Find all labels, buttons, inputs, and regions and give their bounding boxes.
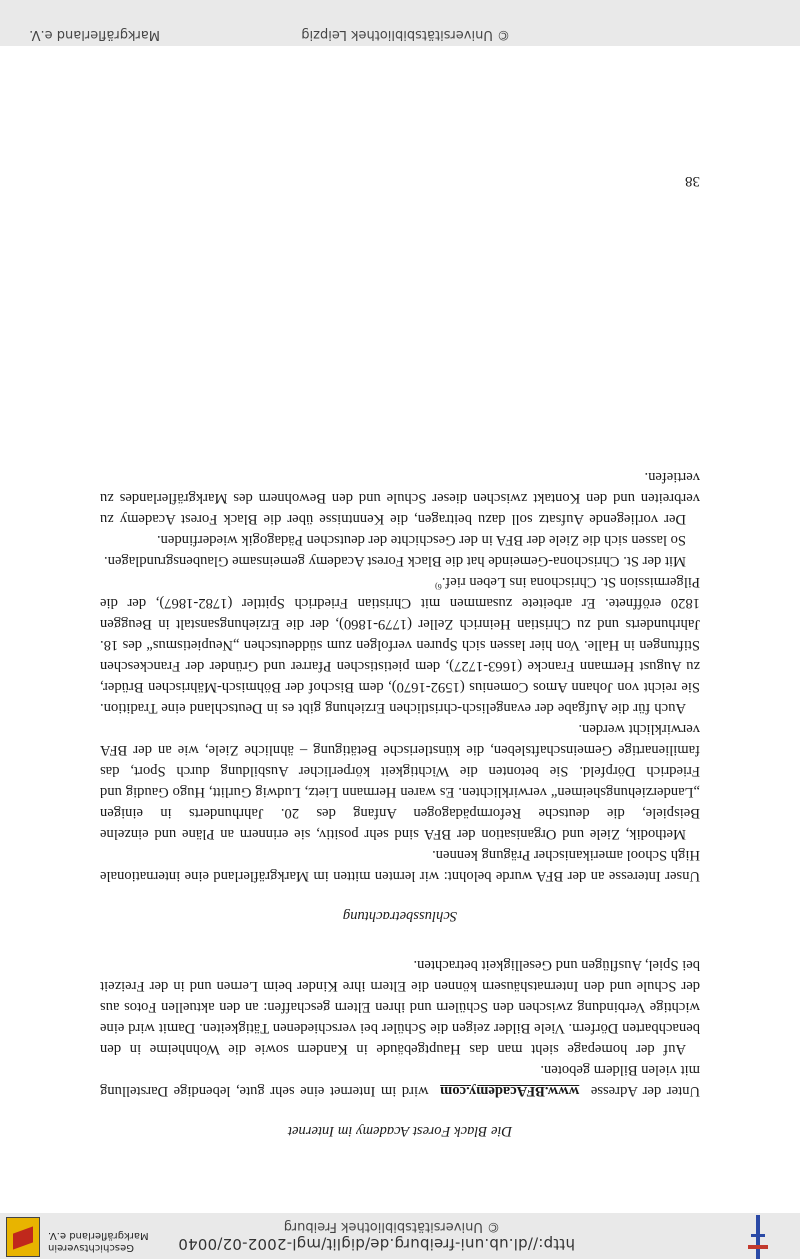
paragraph-tradition-text: Auch für die Aufgabe der evangelisch-christlichen Erziehung gibt es in Deutschland eine Tradition. Sie reicht von Johann Amos Comenius (1592-1670), dem Bischof der Böhmisch-Mährischen Brüder, zu August Hermann Francke (1663-1727), dem pietistischen Pfarrer und Gründer der Franckeschen Stiftungen in Halle. Von hier lassen sich Spuren verfolgen zum süddeutschen „Neupietismus“ des 18. Jahrhunderts und zu Christian Heinrich Zeller (1779-1860), der die Erziehungsanstalt in Beuggen 1820 eröffnete. Er arbeitete zusammen mit Christian Friedrich Spittler (1782-1867), der die Pilgermission St. Chrischona ins Leben rief. bbox=[100, 574, 700, 716]
society-name-line2: Markgräflerland e.V. bbox=[48, 1230, 149, 1241]
article-body bbox=[100, 466, 700, 1141]
coat-of-arms-icon bbox=[6, 1217, 40, 1257]
paragraph-address-before: Unter der Adresse bbox=[590, 1083, 700, 1099]
paragraph-homepage: Auf der homepage sieht man das Hauptgebäude in Kandern sowie die Wohnheime in den benachbarten Dörfern. Viele Bilder zeigen die Schüler bei verschiedenen Tätigkeiten. Damit wird eine wichtige Verbindung zwischen den Schülern und ihren Eltern geschaffen: an den aktuellen Fotos aus der Schule und den Internatshäusern können die Eltern ihre Kinder beim Lernen und in der Freizeit bei Spiel, Ausflügen und Geselligkeit betrachten. bbox=[100, 957, 700, 1057]
university-library-logo-icon bbox=[748, 1215, 768, 1259]
paragraph-paedagogik: So lassen sich die Ziele der BFA in der Geschichte der deutschen Pädagogik wiederfinden. bbox=[156, 532, 686, 548]
website-link[interactable]: www.BFAcademy.com bbox=[440, 1083, 580, 1099]
paragraph-chrischona: Mit der St. Chrischona-Gemeinde hat die Black Forest Academy gemeinsame Glaubensgrundlagen. bbox=[104, 553, 686, 569]
paragraph-interest: Unser Interesse an der BFA wurde belohnt: wir lernten mitten im Markgräflerland eine internationale High School amerikanischer Prägung kennen. bbox=[100, 847, 700, 884]
society-name bbox=[48, 1229, 149, 1253]
page-number: 38 bbox=[685, 173, 700, 189]
footer-bar bbox=[0, 0, 800, 46]
society-name-line1: Geschichtsverein bbox=[48, 1242, 134, 1253]
source-url[interactable]: http://dl.ub.uni-freiburg.de/diglit/mgl-2002-02/0040 bbox=[178, 1235, 575, 1253]
paragraph-aufsatz: Der vorliegende Aufsatz soll dazu beitragen, die Kenntnisse über die Black Forest Academy zu verbreiten und den Kontakt zwischen dieser Schule und den Bewohnern des Markgräflerlandes zu vertiefen. bbox=[100, 469, 700, 527]
paragraph-address-after: wird im Internet eine sehr gute, lebendige Darstellung mit vielen Bildern geboten. bbox=[100, 1062, 700, 1099]
section-heading-internet: Die Black Forest Academy im Internet bbox=[287, 1123, 513, 1139]
paragraph-methodik: Methodik, Ziele und Organisation der BFA sind sehr positiv, sie erinnern an Pläne und einzelne Beispiele, die deutsche Reformpädagogen Anfang des 20. Jahrhunderts in einigen „Landerziehungsheimen“ verwirklichten. Es waren Hermann Lietz, Ludwig Gurlitt, Hugo Gaudig und Friedrich Dörpfeld. Sie betonten die Wichtigkeit körperlicher Ausbildung durch Sport, das familienartige Gemeinschaftsleben, die künstlerische Betätigung – ähnliche Ziele, wie an der BFA verwirklicht werden. bbox=[100, 721, 700, 842]
paragraph-tradition bbox=[100, 571, 700, 718]
footnote-marker: 6) bbox=[435, 581, 442, 591]
footer-copyright: © Universitätsbibliothek Leipzig bbox=[301, 27, 510, 42]
header-bar bbox=[0, 1213, 800, 1259]
footer-society: Markgräflerland e.V. bbox=[29, 27, 160, 42]
header-copyright: © Universitätsbibliothek Freiburg bbox=[283, 1219, 500, 1234]
paragraph-address bbox=[100, 1059, 700, 1101]
society-logo bbox=[6, 1217, 156, 1257]
section-heading-conclusion: Schlussbetrachtung bbox=[342, 908, 458, 924]
